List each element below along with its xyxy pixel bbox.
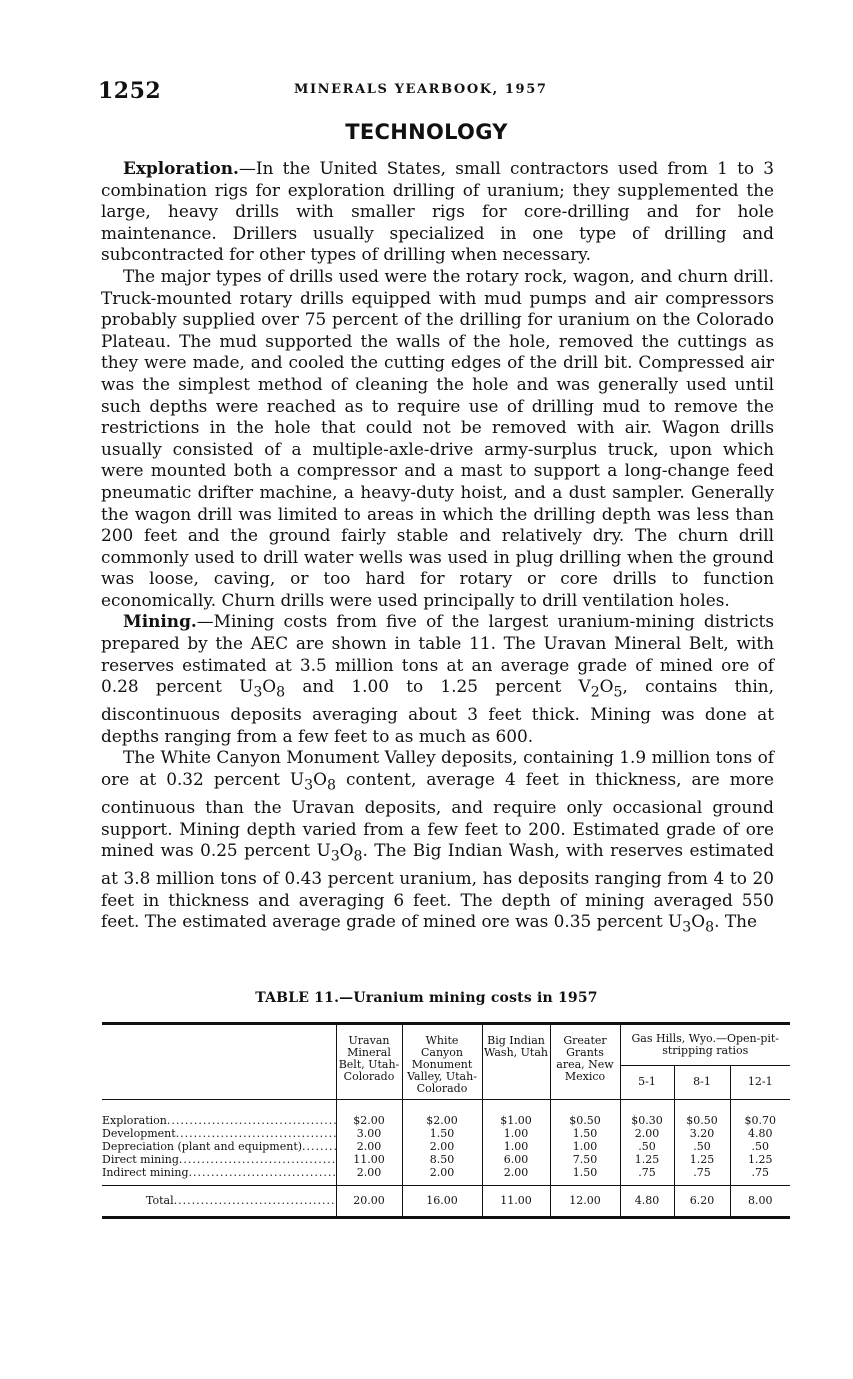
column-header: 8-1 (674, 1065, 730, 1099)
body-text (101, 158, 774, 939)
column-header: White Canyon Monument Valley, Utah-Colorado (402, 1024, 482, 1100)
text-segment: O (339, 840, 354, 861)
subscript: 3 (682, 919, 692, 936)
stub-header (102, 1024, 336, 1100)
table-cell: $2.00 (336, 1100, 402, 1128)
table-cell: 6.20 (674, 1186, 730, 1218)
table-cell: 1.50 (550, 1166, 620, 1186)
table-cell: 12.00 (550, 1186, 620, 1218)
text-segment: O (691, 911, 706, 932)
table-cell: 1.25 (620, 1153, 674, 1166)
page-number: 1252 (98, 78, 162, 104)
row-label (102, 1140, 336, 1153)
row-label (102, 1153, 336, 1166)
paragraph-white-canyon (101, 747, 774, 939)
dot-leader (174, 1194, 336, 1207)
text-segment: The White Canyon Monument Valley deposits, containing 1.9 million tons of ore at 0.32 percent U (101, 747, 774, 789)
table-cell: 3.00 (336, 1127, 402, 1140)
subscript: 8 (705, 919, 715, 936)
subscript: 5 (613, 684, 623, 701)
table-cell: 7.50 (550, 1153, 620, 1166)
table-cell: .50 (674, 1140, 730, 1153)
table-cell: 16.00 (402, 1186, 482, 1218)
table-row (102, 1140, 790, 1153)
table-cell: .50 (730, 1140, 790, 1153)
table-cell: 1.50 (402, 1127, 482, 1140)
table-cell: 3.20 (674, 1127, 730, 1140)
column-header: Greater Grants area, New Mexico (550, 1024, 620, 1100)
row-label (102, 1166, 336, 1186)
total-row (102, 1186, 790, 1218)
table-cell: 8.50 (402, 1153, 482, 1166)
running-head: MINERALS YEARBOOK, 1957 (294, 82, 548, 97)
table-cell: $0.50 (550, 1100, 620, 1128)
subscript: 3 (330, 848, 340, 865)
row-label-text: Exploration (102, 1113, 167, 1127)
table-cell: $2.00 (402, 1100, 482, 1128)
table-cell: 4.80 (730, 1127, 790, 1140)
row-label-text: Direct mining (102, 1153, 179, 1166)
page-header (98, 78, 778, 108)
table-cell: 20.00 (336, 1186, 402, 1218)
column-header: Big Indian Wash, Utah (482, 1024, 550, 1100)
mining-costs-table (102, 1022, 790, 1219)
subscript: 3 (253, 684, 263, 701)
column-header: 5-1 (620, 1065, 674, 1099)
paragraph-exploration (101, 158, 774, 266)
dot-leader (179, 1153, 336, 1166)
table-cell: .75 (620, 1166, 674, 1186)
paragraph-text: —In the United States, small contractors used from 1 to 3 combination rigs for exploration drilling of uranium; they supplemented the large, heavy drills with smaller rigs for core-drilling and for hole maintenance. Drillers usually specialized in one type of drilling and subcontracted for other types of drilling when necessary. (101, 158, 774, 265)
text-segment: and 1.00 to 1.25 percent V (285, 676, 591, 697)
dot-leader (302, 1140, 336, 1153)
text-segment: O (262, 676, 277, 697)
subscript: 8 (276, 684, 286, 701)
subscript: 3 (304, 777, 314, 794)
table-row (102, 1100, 790, 1128)
table-cell: 2.00 (620, 1127, 674, 1140)
row-label-text: Total (146, 1194, 174, 1207)
table-cell: .75 (730, 1166, 790, 1186)
text-segment: —Mining costs from five of the largest uranium-mining districts prepared by the AEC are shown in table 11. The Uravan Mineral Belt, with reserves estimated at 3.5 million tons at an average grade of mined ore of 0.28 percent U (101, 611, 774, 697)
table-cell: 2.00 (336, 1166, 402, 1186)
table-cell: 1.00 (550, 1140, 620, 1153)
table-cell: 2.00 (336, 1140, 402, 1153)
row-label (102, 1127, 336, 1140)
dot-leader (189, 1166, 336, 1179)
text-segment: . The (714, 911, 757, 932)
paragraph-drills: The major types of drills used were the rotary rock, wagon, and churn drill. Truck-mounted rotary drills equipped with mud pumps and air compressors probably supplied over 75 percent of the drilling for uranium on the Colorado Plateau. The mud supported the walls of the hole, removed the cuttings as they were made, and cooled the cutting edges of the drill bit. Compressed air was the simplest method of cleaning the hole and was generally used until such depths were reached as to require use of drilling mud to remove the restrictions in the hole that could not be removed with air. Wagon drills usually consisted of a multiple-axle-drive army-surplus truck, upon which were mounted both a compressor and a mast to support a long-change feed pneumatic drifter machine, a heavy-duty hoist, and a dust sampler. Generally the wagon drill was limited to areas in which the drilling depth was less than 200 feet and the ground fairly stable and relatively dry. The churn drill commonly used to drill water wells was used in plug drilling when the ground was loose, caving, or too hard for rotary or core drills to function economically. Churn drills were used principally to drill ventilation holes. (101, 265, 774, 610)
table-cell: 11.00 (482, 1186, 550, 1218)
table-row (102, 1166, 790, 1186)
table-cell: $1.00 (482, 1100, 550, 1128)
table-cell: 2.00 (402, 1166, 482, 1186)
column-header: 12-1 (730, 1065, 790, 1099)
run-in-heading-exploration: Exploration. (123, 158, 239, 178)
table-cell: 8.00 (730, 1186, 790, 1218)
table-cell: 11.00 (336, 1153, 402, 1166)
paragraph-mining (101, 611, 774, 747)
column-group-header: Gas Hills, Wyo.—Open-pit-stripping ratios (620, 1024, 790, 1066)
row-label (102, 1186, 336, 1218)
table-cell: .75 (674, 1166, 730, 1186)
table-cell: 1.00 (482, 1140, 550, 1153)
section-title: TECHNOLOGY (345, 120, 508, 144)
table-cell: 4.80 (620, 1186, 674, 1218)
row-label-text: Indirect mining (102, 1166, 189, 1179)
text-segment: , contains thin, discontinuous deposits averaging about 3 feet thick. Mining was done at depths ranging from a few feet to as much as 600. (101, 676, 774, 746)
table-cell: $0.70 (730, 1100, 790, 1128)
table-row (102, 1127, 790, 1140)
text-segment: O (313, 769, 327, 789)
table-row (102, 1153, 790, 1166)
subscript: 8 (326, 777, 336, 794)
text-segment: content, average 4 feet in thickness, are more continuous than the Uravan deposits, and require only occasional ground support. Mining depth varied from a few feet to 200. Estimated grade of ore mined was 0.25 percent U (101, 769, 774, 861)
table-caption: TABLE 11.—Uranium mining costs in 1957 (255, 990, 598, 1006)
table-cell: $0.50 (674, 1100, 730, 1128)
text-segment: . The Big Indian Wash, with reserves estimated at 3.8 million tons of 0.43 percent uranium, has deposits ranging from 4 to 20 feet in thickness and averaging 6 feet. The depth of mining averaged 550 feet. The estimated average grade of mined ore was 0.35 percent U (101, 840, 775, 932)
dot-leader (167, 1114, 336, 1127)
table-cell: 2.00 (402, 1140, 482, 1153)
subscript: 8 (353, 848, 363, 865)
table-cell: 1.50 (550, 1127, 620, 1140)
table-cell: .50 (620, 1140, 674, 1153)
row-label (102, 1100, 336, 1128)
table-cell: 2.00 (482, 1166, 550, 1186)
column-header: Uravan Mineral Belt, Utah-Colorado (336, 1024, 402, 1100)
dot-leader (176, 1127, 336, 1140)
table-container (102, 1022, 790, 1219)
table-cell: 1.00 (482, 1127, 550, 1140)
row-label-text: Depreciation (plant and equipment) (102, 1140, 303, 1153)
text-segment: O (599, 676, 614, 697)
table-cell: 1.25 (674, 1153, 730, 1166)
table-cell: $0.30 (620, 1100, 674, 1128)
table-cell: 1.25 (730, 1153, 790, 1166)
row-label-text: Development (102, 1127, 176, 1140)
subscript: 2 (590, 684, 600, 701)
table-cell: 6.00 (482, 1153, 550, 1166)
run-in-heading-mining: Mining. (123, 611, 197, 632)
